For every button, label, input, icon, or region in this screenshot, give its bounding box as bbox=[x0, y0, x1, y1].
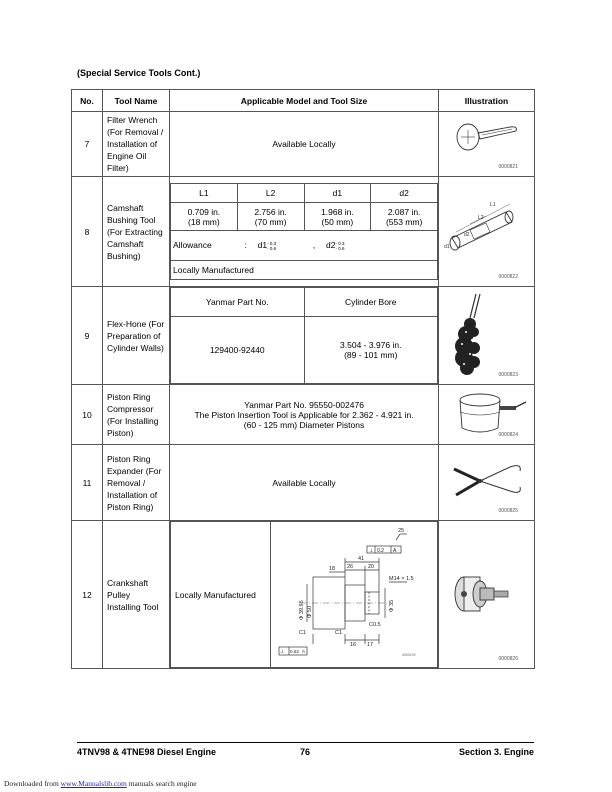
d2-drawing-label: d2 bbox=[463, 231, 470, 238]
table-row bbox=[72, 521, 535, 669]
tool-size-cell bbox=[170, 385, 439, 445]
manualslib-link[interactable]: www.Manualslib.com bbox=[60, 779, 127, 788]
thread-spec: M14 × 1.5 bbox=[389, 576, 414, 582]
dim-16: 16 bbox=[350, 642, 357, 648]
illustration-cell bbox=[439, 521, 535, 669]
row-no: 10 bbox=[72, 385, 103, 445]
special-tools-table bbox=[71, 89, 535, 669]
footer-engine-title: 4TNV98 & 4TNE98 Diesel Engine bbox=[77, 747, 217, 757]
dim-41: 41 bbox=[358, 556, 365, 562]
figure-number: 0000821 bbox=[498, 164, 518, 170]
diameter-line: (60 - 125 mm) Diameter Pistons bbox=[243, 419, 365, 430]
col-header: L2 bbox=[237, 184, 304, 203]
chamfer-c05: C0.5 bbox=[369, 622, 381, 628]
d1-label: d1 bbox=[257, 240, 268, 251]
surface-finish: 25 bbox=[398, 528, 405, 534]
row-no: 9 bbox=[72, 287, 103, 385]
cylinder-bore: 3.504 - 3.976 in. (89 - 101 mm) bbox=[304, 317, 438, 384]
tool-size: Available Locally bbox=[170, 112, 439, 177]
figure-number: 0000826 bbox=[498, 656, 518, 662]
dia-39: Φ 39.95 bbox=[299, 600, 305, 620]
table-row bbox=[72, 177, 535, 287]
row-no: 7 bbox=[72, 112, 103, 177]
chamfer-c1-right: C1 bbox=[335, 630, 343, 636]
footer-rule bbox=[77, 742, 534, 743]
tool-size-cell bbox=[170, 177, 439, 287]
row-no: 8 bbox=[72, 177, 103, 287]
d1-drawing-label: d1 bbox=[443, 243, 450, 250]
row-no: 12 bbox=[72, 521, 103, 669]
allowance-row: Allowance : d1- 0.3 - 0.6 , d2- 0.3 - 0.6 bbox=[171, 231, 438, 261]
size-value: 2.087 in. (553 mm) bbox=[371, 203, 438, 231]
col-header: L1 bbox=[171, 184, 238, 203]
illustration-cell bbox=[439, 112, 535, 177]
drawing-figure-number: 0000109 bbox=[402, 653, 416, 657]
size-value: 0.709 in. (18 mm) bbox=[171, 203, 238, 231]
dim-18: 18 bbox=[329, 566, 336, 572]
footer-section: Section 3. Engine bbox=[458, 747, 534, 757]
illustration-cell bbox=[439, 177, 535, 287]
illustration-cell bbox=[439, 445, 535, 521]
dia-35: Φ 35 bbox=[389, 599, 395, 612]
table-row bbox=[72, 445, 535, 521]
crankshaft-pulley-tool-icon bbox=[440, 544, 534, 644]
filter-wrench-icon bbox=[440, 113, 534, 173]
flex-hone-icon bbox=[440, 288, 534, 382]
piston-ring-compressor-icon bbox=[440, 386, 534, 442]
tool-size-cell bbox=[170, 521, 439, 669]
header-model-size: Applicable Model and Tool Size bbox=[170, 90, 439, 112]
header-illustration: Illustration bbox=[439, 90, 535, 112]
table-header-row bbox=[72, 90, 535, 112]
col-header: Yanmar Part No. bbox=[171, 288, 305, 317]
camshaft-size-table bbox=[170, 183, 438, 280]
tool-name: Piston Ring Expander (For Removal / Installation of Piston Ring) bbox=[103, 445, 170, 521]
dia-50: Φ 50 bbox=[307, 605, 313, 618]
table-row bbox=[72, 112, 535, 177]
figure-number: 0000822 bbox=[498, 274, 518, 280]
table-row bbox=[72, 385, 535, 445]
technical-drawing-cell bbox=[271, 522, 438, 668]
perpendicularity-datum: A bbox=[302, 649, 306, 654]
l1-label: L1 bbox=[489, 201, 496, 208]
section-title: (Special Service Tools Cont.) bbox=[77, 68, 201, 78]
size-value: 1.968 in. (50 mm) bbox=[304, 203, 371, 231]
figure-number: 0000825 bbox=[498, 508, 518, 514]
tool-name: Filter Wrench (For Removal / Installation of Engine Oil Filter) bbox=[103, 112, 170, 177]
piston-ring-expander-icon bbox=[440, 447, 534, 517]
illustration-cell bbox=[439, 385, 535, 445]
dim-26: 26 bbox=[347, 564, 354, 570]
tool-name: Crankshaft Pulley Installing Tool bbox=[103, 521, 170, 669]
pulley-tool-table bbox=[170, 521, 438, 668]
dim-17: 17 bbox=[367, 642, 374, 648]
footer-page-number: 76 bbox=[300, 747, 311, 757]
allowance-label: Allowance bbox=[173, 240, 212, 251]
flatness-value: 0.2 bbox=[377, 548, 384, 554]
header-tool-name: Tool Name bbox=[103, 90, 170, 112]
applicability-line: The Piston Insertion Tool is Applicable for 2.362 - 4.921 in. bbox=[194, 409, 414, 420]
crankshaft-pulley-tool-drawing bbox=[271, 522, 437, 665]
locally-manufactured-note: Locally Manufactured bbox=[171, 261, 438, 280]
size-value: 2.756 in. (70 mm) bbox=[237, 203, 304, 231]
header-no: No. bbox=[72, 90, 103, 112]
part-number-line: Yanmar Part No. 95550-002476 bbox=[244, 399, 364, 410]
flex-hone-table bbox=[170, 287, 438, 384]
chamfer-c1-left: C1 bbox=[299, 630, 307, 636]
col-header: d2 bbox=[371, 184, 438, 203]
part-number: 129400-92440 bbox=[171, 317, 305, 384]
locally-manufactured-note: Locally Manufactured bbox=[171, 522, 271, 668]
flatness-symbol: ⊥ bbox=[369, 548, 374, 554]
tool-name: Flex-Hone (For Preparation of Cylinder Walls) bbox=[103, 287, 170, 385]
illustration-cell bbox=[439, 287, 535, 385]
figure-number: 0000823 bbox=[498, 372, 518, 378]
camshaft-bushing-tool-icon bbox=[440, 188, 534, 274]
dim-20: 20 bbox=[368, 564, 375, 570]
tool-size: Available Locally bbox=[170, 445, 439, 521]
tool-name: Camshaft Bushing Tool (For Extracting Camshaft Bushing) bbox=[103, 177, 170, 287]
tool-name: Piston Ring Compressor (For Installing Piston) bbox=[103, 385, 170, 445]
perpendicularity-symbol: ⊥ bbox=[280, 649, 285, 655]
col-header: Cylinder Bore bbox=[304, 288, 438, 317]
figure-number: 0000824 bbox=[498, 432, 518, 438]
col-header: d1 bbox=[304, 184, 371, 203]
download-note: Downloaded from www.Manualslib.com manuals search engine bbox=[4, 779, 197, 788]
flatness-datum: A bbox=[393, 548, 397, 554]
table-row bbox=[72, 287, 535, 385]
tool-size-cell bbox=[170, 287, 439, 385]
d2-label: d2 bbox=[325, 240, 336, 251]
row-no: 11 bbox=[72, 445, 103, 521]
l2-label: L2 bbox=[477, 214, 484, 221]
perpendicularity-value: 0.03 bbox=[290, 649, 299, 654]
